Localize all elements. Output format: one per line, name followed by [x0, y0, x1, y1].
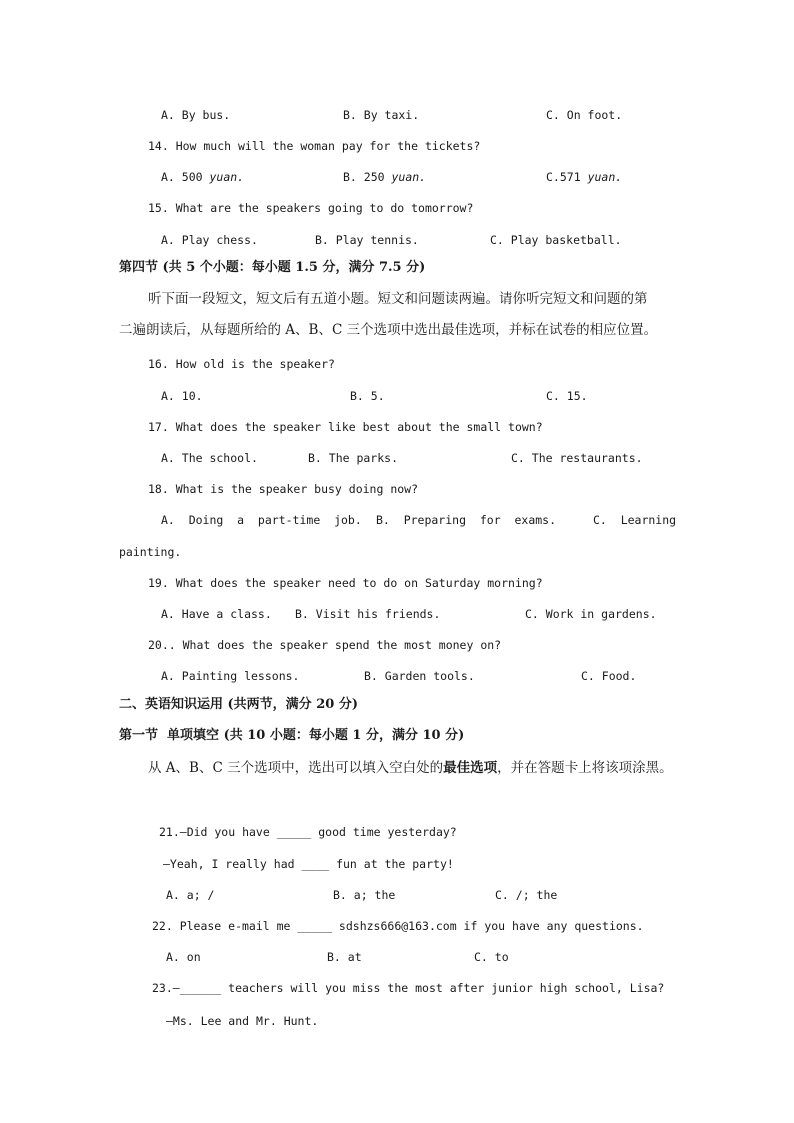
q18-option-c: C. Learning [593, 513, 677, 527]
q18-option-c-continuation: painting. [119, 545, 182, 559]
q18-option-b: B. Preparing for exams. [376, 513, 557, 527]
q22-question: 22. Please e-mail me _____ sdshzs666@163.com if you have any questions. [152, 919, 644, 933]
instruction-emphasis: 最佳选项 [443, 760, 498, 776]
currency-unit: yuan. [391, 170, 427, 184]
q16-option-a: A. 10. [161, 389, 203, 403]
q22-option-c: C. to [474, 950, 509, 964]
q13-option-c: C. On foot. [546, 108, 623, 122]
q17-option-a: A. The school. [161, 451, 258, 465]
q19-option-c: C. Work in gardens. [525, 607, 657, 621]
q21-line1: 21.—Did you have _____ good time yesterday? [159, 825, 457, 839]
q14-option-b [343, 169, 426, 185]
q16-question: 16. How old is the speaker? [148, 357, 335, 371]
option-number: C.571 [546, 170, 581, 184]
q18-option-a: A. Doing a part-time job. [161, 513, 362, 527]
q13-option-b: B. By taxi. [343, 108, 420, 122]
q21-line2: —Yeah, I really had ____ fun at the party! [163, 857, 454, 871]
q21-option-a: A. a; / [166, 888, 215, 902]
currency-unit: yuan. [587, 170, 623, 184]
q21-option-b: B. a; the [333, 888, 396, 902]
q19-option-b: B. Visit his friends. [295, 607, 441, 621]
instruction-text: ，并在答题卡上将该项涂黑。 [497, 760, 673, 776]
q22-option-b: B. at [327, 950, 362, 964]
section4-instruction-line1: 听下面一段短文，短文后有五道小题。短文和问题读两遍。请你听完短文和问题的第 [148, 291, 648, 307]
section4-instruction-line2: 二遍朗读后，从每题所给的 A、B、C 三个选项中选出最佳选项，并标在试卷的相应位置。 [119, 322, 658, 338]
q19-option-a: A. Have a class. [161, 607, 272, 621]
q20-question: 20.. What does the speaker spend the most money on? [148, 638, 502, 652]
q18-question: 18. What is the speaker busy doing now? [148, 482, 419, 496]
q14-question: 14. How much will the woman pay for the tickets? [148, 139, 481, 153]
q16-option-c: C. 15. [546, 389, 588, 403]
q16-option-b: B. 5. [350, 389, 385, 403]
section4-title: 第四节 (共 5 个小题：每小题 1.5 分，满分 7.5 分) [119, 260, 426, 275]
option-number: A. 500 [161, 170, 203, 184]
q17-question: 17. What does the speaker like best about the small town? [148, 420, 543, 434]
q19-question: 19. What does the speaker need to do on Saturday morning? [148, 576, 543, 590]
q20-option-c: C. Food. [581, 669, 637, 683]
q15-option-b: B. Play tennis. [315, 233, 419, 247]
q15-option-c: C. Play basketball. [490, 233, 622, 247]
q21-option-c: C. /; the [495, 888, 558, 902]
q23-line2: —Ms. Lee and Mr. Hunt. [166, 1014, 319, 1028]
q23-line1: 23.—______ teachers will you miss the most after junior high school, Lisa? [152, 981, 665, 995]
q22-option-a: A. on [166, 950, 201, 964]
q15-question: 15. What are the speakers going to do tomorrow? [148, 201, 474, 215]
instruction-text: 从 A、B、C 三个选项中，选出可以填入空白处的 [148, 760, 444, 776]
option-number: B. 250 [343, 170, 385, 184]
section1-title: 第一节 单项填空 (共 10 小题：每小题 1 分，满分 10 分) [119, 728, 465, 743]
q20-option-a: A. Painting lessons. [161, 669, 300, 683]
currency-unit: yuan. [209, 170, 245, 184]
q14-option-c [546, 169, 622, 185]
q17-option-b: B. The parks. [308, 451, 399, 465]
q20-option-b: B. Garden tools. [364, 669, 475, 683]
q13-option-a: A. By bus. [161, 108, 231, 122]
part2-title: 二、英语知识运用 (共两节，满分 20 分) [119, 697, 358, 712]
q15-option-a: A. Play chess. [161, 233, 258, 247]
q14-option-a [161, 169, 244, 185]
section1-instruction [148, 760, 673, 776]
q17-option-c: C. The restaurants. [511, 451, 643, 465]
